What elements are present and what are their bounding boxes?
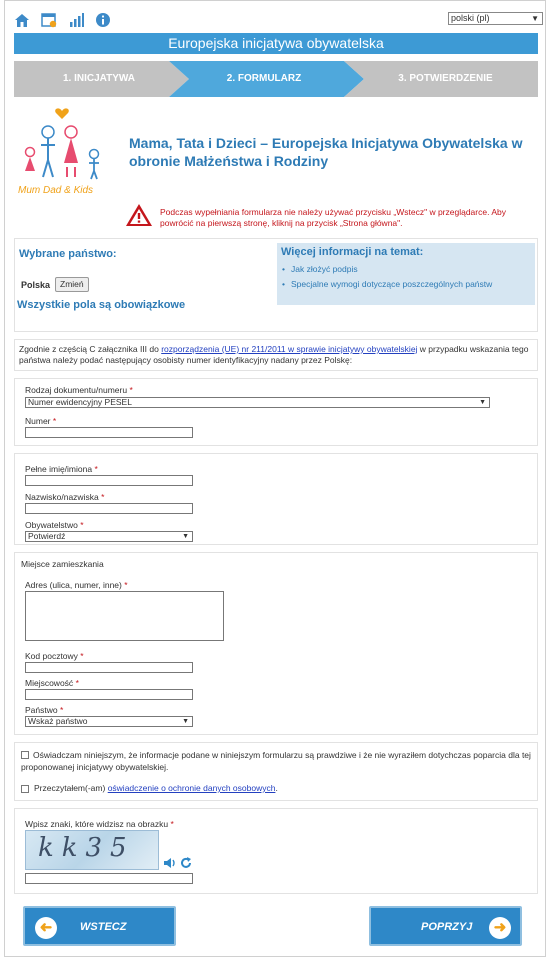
warning-message: Podczas wypełniania formularza nie należy używać przycisku „Wstecz" w przeglądarce. Aby powrócić na pierwszą stronę, kliknij na przycisk „Strona główna". [160,207,506,228]
top-toolbar [13,11,543,31]
first-names-input[interactable] [25,475,193,486]
captcha-section [14,808,538,894]
page-title: Europejska inicjatywa obywatelska [14,33,538,54]
required-marker: * [129,385,133,395]
city-input[interactable] [25,689,193,700]
nationality-select[interactable] [25,531,193,542]
captcha-label [25,819,174,829]
first-names-label-text: Pełne imię/imiona [25,464,93,474]
captcha-input[interactable] [25,873,193,884]
link-how-to-sign[interactable]: • Jak złożyć podpis [291,264,358,274]
chevron-down-icon: ▼ [531,14,539,23]
postcode-label-text: Kod pocztowy [25,651,78,661]
document-type-label [25,385,133,395]
required-marker: * [94,464,98,474]
document-type-select[interactable] [25,397,490,408]
residence-section [14,552,538,735]
regulation-link[interactable]: rozporządzenia (UE) nr 211/2011 w sprawie inicjatywy obywatelskiej [161,344,418,354]
page [4,0,546,957]
first-names-label [25,464,98,474]
back-button-label: WSTECZ [80,921,127,933]
address-textarea[interactable] [25,591,224,641]
family-drawing-icon [15,105,110,185]
chevron-down-icon: ▼ [182,533,189,540]
required-marker: * [101,492,105,502]
surnames-label-text: Nazwisko/nazwiska [25,492,99,502]
residence-country-value: Wskaż państwo [28,716,88,726]
change-country-button[interactable]: Zmień [55,277,89,292]
step-form: 2. FORMULARZ [226,73,302,84]
residence-country-select[interactable] [25,716,193,727]
privacy-checkbox[interactable] [21,785,29,793]
home-icon[interactable] [13,11,31,29]
address-label-text: Adres (ulica, numer, inne) [25,580,122,590]
nationality-value: Potwierdź [28,531,66,541]
info-icon[interactable] [94,11,112,29]
language-select[interactable] [448,12,543,25]
legal-text-after: w przypadku wskazania tego państwa należy podać następujący osobisty numer identyfikacyjny nadany przez Polskę: [19,344,529,365]
residence-country-label-text: Państwo [25,705,58,715]
support-button[interactable] [369,906,522,946]
captcha-label-text: Wpisz znaki, które widzisz na obrazku [25,819,169,829]
refresh-icon[interactable] [179,856,193,870]
required-marker: * [80,520,84,530]
privacy-statement-link[interactable]: oświadczenie o ochronie danych osobowych [107,783,276,793]
step-initiative: 1. INICJATYWA [62,73,136,84]
arrow-left-icon: ➜ [35,917,57,939]
privacy-text-before: Przeczytałem(-am) [34,783,108,793]
back-button[interactable] [23,906,176,946]
document-section [14,378,538,446]
more-info-panel [277,243,535,305]
required-fields-note: Wszystkie pola są obowiązkowe [17,299,186,311]
initiative-logo [15,105,110,200]
personal-section [14,453,538,545]
selected-country-value: Polska [21,280,51,290]
selected-country-heading: Wybrane państwo: [19,248,117,260]
number-label [25,416,56,426]
required-marker: * [124,580,128,590]
bar-chart-icon[interactable] [67,11,85,29]
declaration-text: Oświadczam niniejszym, że informacje podane w niniejszym formularzu są prawdziwe i że nie wyraziłem dotychczas poparcia dla tej proponowanej inicjatywy obywatelskiej. [21,750,531,772]
privacy-text [34,783,278,793]
captcha-image-text: kk35 [38,833,135,863]
language-select-value: polski (pl) [451,13,490,23]
nationality-label-text: Obywatelstwo [25,520,78,530]
arrow-right-icon: ➜ [489,917,511,939]
city-label [25,678,79,688]
address-label [25,580,128,590]
required-marker: * [52,416,57,426]
privacy-text-after: . [275,783,278,793]
required-marker: * [75,678,79,688]
logo-text: Mum Dad & Kids [18,185,94,196]
support-button-label: POPRZYJ [421,921,473,933]
more-info-heading: Więcej informacji na temat: [281,246,424,258]
link-country-requirements[interactable]: • Specjalne wymogi dotyczące poszczególnych państw [291,279,492,289]
legal-text-before: Zgodnie z częścią C załącznika III do [19,344,162,354]
document-type-label-text: Rodzaj dokumentu/numeru [25,385,128,395]
chevron-down-icon: ▼ [182,718,189,725]
city-label-text: Miejscowość [25,678,74,688]
residence-country-label [25,705,63,715]
step-confirmation: 3. POTWIERDZENIE [398,73,493,84]
captcha-image [25,830,159,870]
nationality-label [25,520,84,530]
required-marker: * [170,819,174,829]
required-marker: * [80,651,84,661]
surnames-label [25,492,104,502]
number-input[interactable] [25,427,193,438]
document-type-value: Numer ewidencyjny PESEL [28,397,132,407]
legal-section [14,339,538,371]
postcode-label [25,651,84,661]
required-marker: * [59,705,64,715]
number-label-text: Numer [25,416,51,426]
postcode-input[interactable] [25,662,193,673]
legal-text [19,344,533,366]
speaker-icon[interactable] [163,856,177,870]
surnames-input[interactable] [25,503,193,514]
declaration-section [14,742,538,801]
residence-legend: Miejsce zamieszkania [21,559,104,569]
initiative-title: Mama, Tata i Dzieci – Europejska Inicjatywa Obywatelska w obronie Małżeństwa i Rodziny [129,135,523,169]
warning-triangle-icon [125,203,153,227]
chevron-down-icon: ▼ [479,399,486,406]
bookmark-window-icon[interactable] [40,11,58,29]
